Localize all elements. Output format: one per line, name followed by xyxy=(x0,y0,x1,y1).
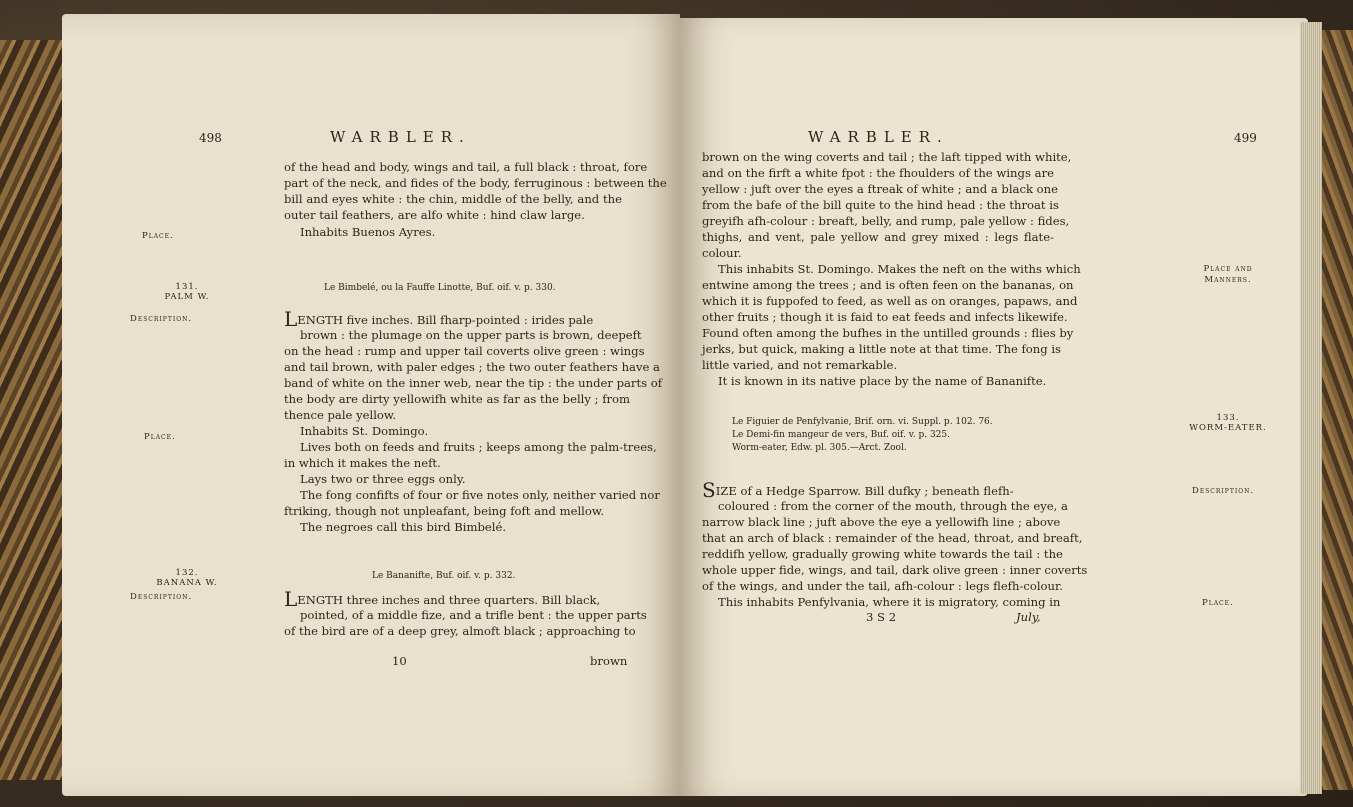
description-first-line: LENGTH three inches and three quarters. Bill black, xyxy=(284,587,601,611)
text-line: It is known in its native place by the name of Bananifte. xyxy=(718,374,1047,388)
text-line: from the bafe of the bill quite to the hind head : the throat is xyxy=(702,198,1059,212)
text-line: in which it makes the neft. xyxy=(284,456,441,470)
text-line: other fruits ; though it is faid to eat feeds and infects likewife. xyxy=(702,310,1068,324)
signature-mark: 3 S 2 xyxy=(866,610,897,624)
text-line: and on the firft a white fpot : the fhoulders of the wings are xyxy=(702,166,1054,180)
species-number: 131. xyxy=(175,282,199,292)
text-line: colour. xyxy=(702,246,742,260)
right-page xyxy=(680,18,1308,796)
text-line: The negroes call this bird Bimbelé. xyxy=(300,520,507,534)
text-line: Inhabits St. Domingo. xyxy=(300,424,429,438)
species-name: PALM W. xyxy=(164,292,210,302)
text-line: and tail brown, with paler edges ; the two outer feathers have a xyxy=(284,360,660,374)
species-reference: Le Demi-fin mangeur de vers, Buf. oif. v. p. 325. xyxy=(732,430,950,440)
text-line: outer tail feathers, are alfo white : hind claw large. xyxy=(284,208,585,222)
species-number: 133. xyxy=(1216,413,1240,423)
text-line: ftriking, though not unpleafant, being foft and mellow. xyxy=(284,504,605,518)
running-header: WARBLER. xyxy=(808,128,949,146)
page-edges xyxy=(1300,22,1322,794)
text-line: narrow black line ; juft above the eye a yellowifh line ; above xyxy=(702,515,1061,529)
text-line: the body are dirty yellowifh white as far as the belly ; from xyxy=(284,392,631,406)
side-label-place: Place. xyxy=(144,432,176,442)
text-line: pointed, of a middle fize, and a trifle bent : the upper parts xyxy=(300,608,647,622)
species-reference: Le Bimbelé, ou la Fauffe Linotte, Buf. oif. v. p. 330. xyxy=(324,283,556,293)
species-reference: Le Figuier de Penfylvanie, Brif. orn. vi. Suppl. p. 102. 76. xyxy=(732,417,993,427)
text-line: jerks, but quick, making a little note at that time. The fong is xyxy=(702,342,1061,356)
text-line: This inhabits Penfylvania, where it is migratory, coming in xyxy=(718,595,1061,609)
species-name: BANANA W. xyxy=(156,578,218,588)
catchword: brown xyxy=(590,654,628,668)
text-line: of the head and body, wings and tail, a full black : throat, fore xyxy=(284,160,648,174)
text-line: band of white on the inner web, near the tip : the under parts of xyxy=(284,376,663,390)
side-label-place: Place. xyxy=(142,231,174,241)
text-line: on the head : rump and upper tail coverts olive green : wings xyxy=(284,344,645,358)
text-line: Lives both on feeds and fruits ; keeps among the palm-trees, xyxy=(300,440,657,454)
running-header: WARBLER. xyxy=(330,128,471,146)
text-line: coloured : from the corner of the mouth, through the eye, a xyxy=(718,499,1068,513)
species-name: WORM-EATER. xyxy=(1189,423,1267,433)
description-first-line: LENGTH five inches. Bill fharp-pointed : irides pale xyxy=(284,307,594,331)
text-line: of the wings, and under the tail, afh-colour : legs flefh-colour. xyxy=(702,579,1063,593)
signature-mark: 10 xyxy=(392,654,407,668)
text-line: brown : the plumage on the upper parts is brown, deepeft xyxy=(300,328,642,342)
text-line: thighs, and vent, pale yellow and grey mixed : legs flate- xyxy=(702,230,1054,244)
text-line: Lays two or three eggs only. xyxy=(300,472,466,486)
text-line: of the bird are of a deep grey, almoft black ; approaching to xyxy=(284,624,636,638)
text-line: Inhabits Buenos Ayres. xyxy=(300,225,436,239)
species-number: 132. xyxy=(175,568,199,578)
side-label-place: Place. xyxy=(1202,598,1234,608)
catchword: July, xyxy=(1016,610,1041,624)
text-line: part of the neck, and fides of the body, ferruginous : between the xyxy=(284,176,667,190)
side-label-description: Description. xyxy=(130,592,193,602)
text-line: greyifh afh-colour : breaft, belly, and rump, pale yellow : fides, xyxy=(702,214,1070,228)
species-reference: Le Bananifte, Buf. oif. v. p. 332. xyxy=(372,571,516,581)
text-line: entwine among the trees ; and is often feen on the bananas, on xyxy=(702,278,1074,292)
text-line: This inhabits St. Domingo. Makes the neft on the withs which xyxy=(718,262,1081,276)
page-number: 499 xyxy=(1234,131,1257,145)
text-line: whole upper fide, wings, and tail, dark olive green : inner coverts xyxy=(702,563,1088,577)
species-reference: Worm-eater, Edw. pl. 305.—Arct. Zool. xyxy=(732,443,907,453)
text-line: that an arch of black : remainder of the head, throat, and breaft, xyxy=(702,531,1083,545)
text-line: thence pale yellow. xyxy=(284,408,397,422)
side-label-manners: Place and Manners. xyxy=(1203,264,1253,285)
marbled-edge-left xyxy=(0,40,70,780)
left-page xyxy=(62,14,680,796)
text-line: brown on the wing coverts and tail ; the laft tipped with white, xyxy=(702,150,1072,164)
side-label-description: Description. xyxy=(1192,486,1255,496)
side-label-description: Description. xyxy=(130,314,193,324)
description-first-line: SIZE of a Hedge Sparrow. Bill dufky ; beneath flefh- xyxy=(702,478,1014,502)
text-line: The fong confifts of four or five notes only, neither varied nor xyxy=(300,488,660,502)
text-line: reddifh yellow, gradually growing white towards the tail : the xyxy=(702,547,1063,561)
text-line: which it is fuppofed to feed, as well as on oranges, papaws, and xyxy=(702,294,1078,308)
text-line: little varied, and not remarkable. xyxy=(702,358,898,372)
text-line: bill and eyes white : the chin, middle of the belly, and the xyxy=(284,192,622,206)
text-line: yellow : juft over the eyes a ftreak of white ; and a black one xyxy=(702,182,1058,196)
page-number: 498 xyxy=(199,131,222,145)
text-line: Found often among the bufhes in the untilled grounds : flies by xyxy=(702,326,1074,340)
